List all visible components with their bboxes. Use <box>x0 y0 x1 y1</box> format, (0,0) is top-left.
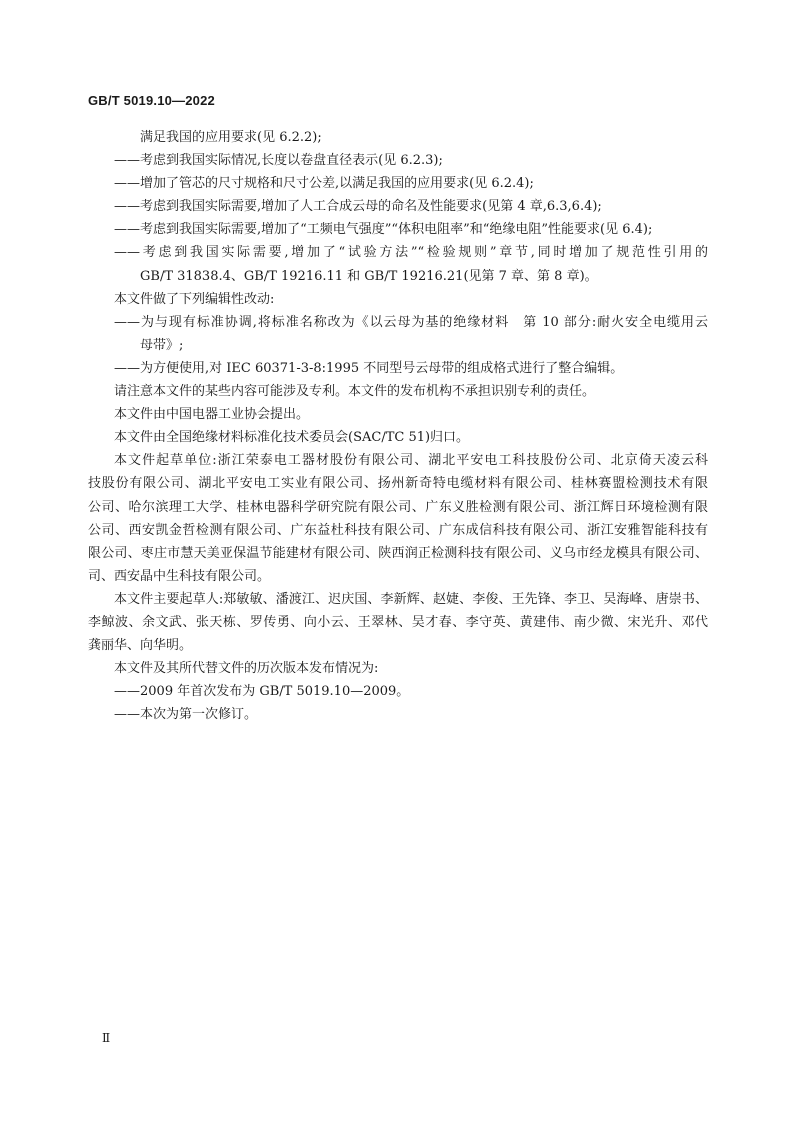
text-line: ——考虑到我国实际需要,增加了“试验方法”“检验规则”章节,同时增加了规范性引用的 <box>114 245 708 261</box>
text-line: 技股份有限公司、湖北平安电工实业有限公司、扬州新奇特电缆材料有限公司、桂林赛盟检测技术有限 <box>88 476 708 492</box>
text-line: ——2009 年首次发布为 GB/T 5019.10—2009。 <box>114 684 410 700</box>
text-line: 龚丽华、向华明。 <box>88 638 193 654</box>
text-line: ——为方便使用,对 IEC 60371-3-8:1995 不同型号云母带的组成格式进行了整合编辑。 <box>114 360 624 376</box>
text-line: 本文件及其所代替文件的历次版本发布情况为: <box>114 661 379 677</box>
text-line: 公司、西安凯金哲检测有限公司、广东益杜科技有限公司、广东成信科技有限公司、浙江安雅智能科技有 <box>88 522 708 538</box>
text-line: 本文件主要起草人:郑敏敏、潘渡江、迟庆国、李新辉、赵婕、李俊、王先锋、李卫、吴海峰、唐崇书、 <box>114 591 708 607</box>
text-line: GB/T 31838.4、GB/T 19216.11 和 GB/T 19216.21(见第 7 章、第 8 章)。 <box>140 268 598 284</box>
foreword-body <box>88 126 708 726</box>
text-line: ——考虑到我国实际情况,长度以卷盘直径表示(见 6.2.3); <box>114 153 443 169</box>
text-line: 本文件由全国绝缘材料标准化技术委员会(SAC/TC 51)归口。 <box>114 430 470 446</box>
text-line: ——考虑到我国实际需要,增加了人工合成云母的命名及性能要求(见第 4 章,6.3,6.4); <box>114 199 602 215</box>
text-line: 限公司、枣庄市慧天美亚保温节能建材有限公司、陕西润正检测科技有限公司、义乌市经龙模具有限公司、 <box>88 545 708 561</box>
text-line: 本文件做了下列编辑性改动: <box>114 291 275 307</box>
text-line: 母带》; <box>140 337 184 353</box>
text-line: 满足我国的应用要求(见 6.2.2); <box>140 130 322 145</box>
text-line: ——本次为第一次修订。 <box>114 707 258 723</box>
text-line: 公司、哈尔滨理工大学、桂林电器科学研究院有限公司、广东义胜检测有限公司、浙江辉日环境检测有限 <box>88 499 708 515</box>
page-number: Ⅱ <box>102 1031 111 1045</box>
standard-code-header: GB/T 5019.10—2022 <box>88 93 215 108</box>
text-line: 本文件起草单位:浙江荣泰电工器材股份有限公司、湖北平安电工科技股份公司、北京倚天凌云科 <box>114 453 708 469</box>
text-line: 李鲸波、余文武、张天栋、罗传勇、向小云、王翠林、吴才春、李守英、黄建伟、南少微、宋光升、邓代 <box>88 614 708 630</box>
text-line: ——为与现有标准协调,将标准名称改为《以云母为基的绝缘材料 第 10 部分:耐火安全电缆用云 <box>114 314 708 330</box>
text-line: ——增加了管芯的尺寸规格和尺寸公差,以满足我国的应用要求(见 6.2.4); <box>114 176 534 192</box>
text-line: 请注意本文件的某些内容可能涉及专利。本文件的发布机构不承担识别专利的责任。 <box>114 384 596 400</box>
text-line: ——考虑到我国实际需要,增加了“工频电气强度”“体积电阻率”和“绝缘电阻”性能要求(见 6.4); <box>114 222 653 238</box>
text-line: 司、西安晶中生科技有限公司。 <box>88 568 271 584</box>
text-line: 本文件由中国电器工业协会提出。 <box>114 407 310 423</box>
